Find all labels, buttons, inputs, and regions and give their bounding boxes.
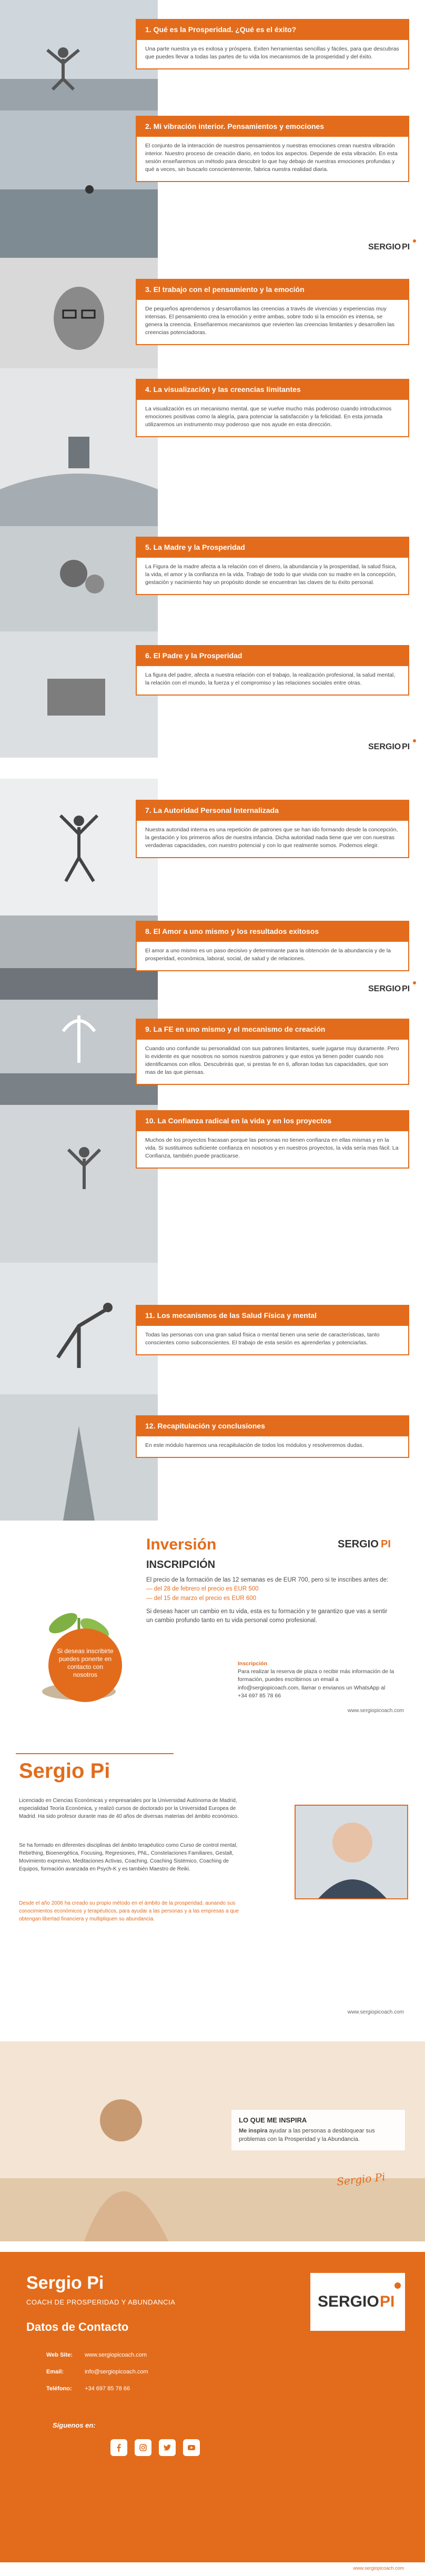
inspiration-box: [231, 2110, 405, 2150]
about-name: Sergio Pi: [19, 1759, 110, 1783]
module-panel: [136, 537, 409, 595]
deadline-2: — del 15 de marzo el precio es EUR 600: [146, 1595, 257, 1602]
module-text: Nuestra autoridad interna es una repetición de patrones que se han ido formando desde la concepción, la gestación y los primeros años de nuestra infancia. Dicha autoridad nada tiene que ver con nuestras verdaderas capacidades, con nuestro potencial y con lo que realmente somos. Podemos elegir.: [145, 826, 398, 849]
about-section: [0, 1747, 425, 2020]
inspiration-lead: Me inspira: [239, 2128, 268, 2134]
investment-title: Inversión: [146, 1536, 217, 1553]
module-panel: [136, 379, 409, 437]
module-title: 9. La FE en uno mismo y el mecanismo de creación: [137, 1020, 408, 1040]
svg-text:PI: PI: [402, 984, 410, 993]
module-title: 1. Qué es la Prosperidad. ¿Qué es el éxito?: [137, 20, 408, 40]
module-text: La visualización es un mecanismo mental, que se vuelve mucho más poderoso cuando introducimos emociones positivas como la alegría, para potenciar la satisfacción y la felicidad. En esta jornada utilizaremos un instrumento muy poderoso que nos ayude en esta dirección.: [145, 405, 392, 428]
email-value[interactable]: info@sergiopicoach.com: [85, 2369, 148, 2375]
inscription-text: Para realizar la reserva de plaza o recibir más información de la formación, puedes escribirnos un email a info@sergiopicoach.com, llamar o envianos un WhatsApp al +34 697 85 78 66: [238, 1668, 394, 1699]
module-title: 11. Los mecanismos de las Salud Física y mental: [137, 1306, 408, 1326]
portrait-photo: [295, 1805, 408, 1899]
photo-mother-child: [0, 526, 158, 631]
investment-section: [0, 1523, 425, 1723]
svg-text:SERGIO: SERGIO: [368, 984, 401, 993]
svg-text:PI: PI: [380, 2293, 395, 2310]
sergiopi-logo: [337, 1533, 400, 1554]
module-title: 2. Mi vibración interior. Pensamientos y emociones: [137, 117, 408, 137]
module-text: Una parte nuestra ya es exitosa y próspera. Exiten herramientas sencillas y fáciles, para que descubras que puedes llevar a todas las partes de tu vida los mecanismos de la prosperidad y del éxito.: [145, 45, 399, 60]
divider: [16, 1753, 174, 1754]
social-links: [110, 2439, 200, 2456]
module-text: Todas las personas con una gran salud física o mental tienen una serie de características, tanto conscientes como subconscientes. El trabajo de esta sesión es aprenderlas y potenciarlas.: [145, 1331, 380, 1346]
module-title: 6. El Padre y la Prosperidad: [137, 646, 408, 666]
module-panel: [136, 1019, 409, 1085]
follow-label: Síguenos en:: [53, 2421, 96, 2429]
investment-text: [146, 1576, 393, 1625]
module-panel: [136, 1110, 409, 1169]
module-panel: [136, 921, 409, 971]
module-text: El conjunto de la interacción de nuestros pensamientos y nuestras emociones crean nuestra vibración interior. Nuestro proceso de creación diario, en todos los aspectos. Depende de esta vibración. En esta sesión enseñaremos un método para descubrir lo que hay debajo de nuestras emociones profundas y qué a veces, sin buscarlo conscientemente, fabrica nuestra realidad diaria.: [145, 142, 398, 173]
about-paragraph-1: Licenciado en Ciencias Económicas y empresariales por la Universidad Autónoma de Madrid, especialidad Teoría Económica, y realizó cursos de doctorado por la Universidad Europea de Madrid. Ha sido profesor durante mas de 40 años de diversas materias del ámbito económico.: [19, 1798, 239, 1819]
module-8: [0, 915, 425, 1000]
deadline-1: — del 28 de febrero el precio es EUR 500: [146, 1586, 259, 1593]
email-label: Email:: [46, 2369, 64, 2375]
svg-text:PI: PI: [402, 742, 410, 751]
module-text: La Figura de la madre afecta a la relación con el dinero, la abundancia y la prosperidad, la salud física, la vida, el amor y la confianza en la vida. Trabajo de todo lo que vivida con su madre en la concepción, gestación y nacimiento hay un propósito donde se encuentran las claves de tu éxito personal.: [145, 563, 397, 586]
contact-email-row: [46, 2369, 148, 2375]
photo-people-sunset: [0, 915, 158, 1000]
phone-label: Teléfono:: [46, 2386, 72, 2392]
module-title: 7. La Autoridad Personal Internalizada: [137, 801, 408, 821]
module-panel: [136, 279, 409, 345]
youtube-icon[interactable]: [183, 2439, 200, 2456]
module-title: 5. La Madre y la Prosperidad: [137, 538, 408, 558]
photo-road: [0, 1394, 158, 1521]
about-paragraph-3: Desde el año 2006 ha creado su propio método en el ámbito de la prosperidad, aunando sus conocimientos económicos y terapéuticos, para ayudar a las personas y a las empresas a que obtengan libertad financiera y multipliquen su abundancia.: [19, 1900, 239, 1922]
about-paragraph-2: Se ha formado en diferentes disciplinas del ámbito terapéutico como Curso de control mental, Rebirthing, Bioenergética, Focusing, Regresiones, PNL, Constelaciones Familiares, Gestalt, Movimiento expresivo, Meditaciones Activas, Coaching, Coaching Sistémico, Coaching de Equipos, formación avanzada en Psych-K y es también Maestro de Reiki.: [19, 1843, 238, 1872]
module-2: [0, 110, 425, 258]
inscription-block: [238, 1660, 396, 1700]
photo-yoga-pose: [0, 779, 158, 915]
instagram-icon[interactable]: [135, 2439, 151, 2456]
sergiopi-logo: [367, 238, 418, 254]
contact-phone-row: [46, 2386, 130, 2392]
photo-lake: [0, 110, 158, 258]
module-title: 8. El Amor a uno mismo y los resultados exitosos: [137, 922, 408, 942]
module-11: [0, 1263, 425, 1394]
website-link[interactable]: www.sergiopicoach.com: [353, 2565, 404, 2571]
photo-hands-sky: [0, 368, 158, 526]
module-panel: [136, 645, 409, 696]
module-title: 12. Recapitulación y conclusiones: [137, 1416, 408, 1436]
signup-badge: Si deseas inscribirte puedes ponerte en contacto con nosotros: [48, 1628, 122, 1702]
module-7: [0, 779, 425, 915]
module-6: [0, 631, 425, 758]
price-text: El precio de la formación de las 12 semanas es de EUR 700, pero si te inscribes antes de:: [146, 1577, 389, 1583]
facebook-icon[interactable]: [110, 2439, 127, 2456]
module-panel: [136, 800, 409, 858]
website-link[interactable]: www.sergiopicoach.com: [347, 2009, 404, 2015]
signature: Sergio Pi: [336, 2170, 386, 2188]
module-title: 10. La Confianza radical en la vida y en los proyectos: [137, 1111, 408, 1131]
module-title: 4. La visualización y las creencias limitantes: [137, 380, 408, 400]
photo-hiker: [0, 1105, 158, 1263]
module-panel: [136, 19, 409, 69]
svg-text:PI: PI: [402, 243, 410, 251]
module-text: En este módulo haremos una recapitulación de todos los módulos y resolveremos dudas.: [145, 1442, 364, 1448]
module-panel: [136, 1415, 409, 1458]
photo-fountain: [0, 1000, 158, 1105]
photo-meditation: [0, 0, 158, 121]
inspiration-text: [239, 2127, 398, 2144]
footer: [0, 2252, 425, 2562]
inspiration-heading: LO QUE ME INSPIRA: [239, 2116, 307, 2124]
module-5: [0, 526, 425, 631]
investment-subtitle: INSCRIPCIÓN: [146, 1559, 216, 1571]
phone-value[interactable]: +34 697 85 78 66: [85, 2386, 130, 2392]
module-panel: [136, 116, 409, 182]
inspiration-section: [0, 2041, 425, 2241]
svg-text:SERGIO: SERGIO: [368, 243, 401, 251]
contact-title: Datos de Contacto: [26, 2320, 129, 2333]
module-4: [0, 368, 425, 526]
module-10: [0, 1105, 425, 1263]
svg-text:PI: PI: [381, 1538, 391, 1550]
module-9: [0, 1000, 425, 1105]
module-text: El amor a uno mismo es un paso decisivo y determinante para la obtención de la abundancia y de la prosperidad, económica, laboral, social, de salud y de relaciones.: [145, 947, 391, 962]
inspiration-rest: ayudar a las personas a desbloquear sus problemas con la Prosperidad y la Abundancia.: [239, 2128, 375, 2142]
website-link[interactable]: www.sergiopicoach.com: [347, 1708, 404, 1714]
twitter-icon[interactable]: [159, 2439, 176, 2456]
footer-name: Sergio Pi: [26, 2273, 104, 2293]
module-12: [0, 1394, 425, 1521]
sergiopi-logo: [367, 980, 418, 995]
photo-father-child: [0, 631, 158, 758]
module-text: Cuando uno confunde su personalidad con sus patrones limitantes, suele jugarse muy duramente. Pero lo evidente es que nosotros no somos nuestros patrones y que estos ya tienen poder cuando nos identificamos con ellos. Descubrirás que, si prestas fe en ti, afloran todas tus capacidades, que son mas de las que piensas.: [145, 1045, 399, 1076]
module-text: La figura del padre, afecta a nuestra relación con el trabajo, la realización profesional, la salud mental, la relación con el mundo, la fuerza y el compromiso y las relaciones sociales entre otras.: [145, 671, 396, 686]
footer-logo: [310, 2273, 405, 2331]
sergiopi-logo: [367, 738, 418, 753]
web-value[interactable]: www.sergiopicoach.com: [85, 2352, 147, 2358]
photo-yoga-balance: [0, 1263, 158, 1394]
svg-text:SERGIO: SERGIO: [368, 742, 401, 751]
module-text: De pequeños aprendemos y desarrollamos las creencias a través de vivencias y experiencias muy intensas. El pensamiento crea la emoción y entre ambas, sobre todo si la emoción es intensa, se genera la creencia. Enseñaremos mecanismos que revierten las creencias limitantes y desarrollen las creencias potenciadoras.: [145, 305, 394, 336]
payment-text: Si deseas hacer un cambio en tu vida, esta es tu formación y te garantizo que vas a sentir un cambio profundo tanto en tu vida personal como profesional.: [146, 1608, 388, 1624]
svg-text:SERGIO: SERGIO: [318, 2293, 379, 2310]
contact-web-row: [46, 2352, 147, 2358]
module-text: Muchos de los proyectos fracasan porque las personas no tienen confianza en ellas mismas y en la vida. Si sustituimos suficiente confianza en nosotros y en nuestros proyectos, la vida sería mas fácil. La Confianza, también puede practicarse.: [145, 1136, 399, 1159]
module-panel: [136, 1305, 409, 1355]
footer-subtitle: COACH DE PROSPERIDAD Y ABUNDANCIA: [26, 2298, 176, 2306]
module-1: [0, 0, 425, 121]
web-label: Web Site:: [46, 2352, 73, 2358]
module-title: 3. El trabajo con el pensamiento y la emoción: [137, 280, 408, 300]
svg-text:SERGIO: SERGIO: [338, 1538, 379, 1550]
inscription-heading: Inscripción: [238, 1661, 268, 1667]
